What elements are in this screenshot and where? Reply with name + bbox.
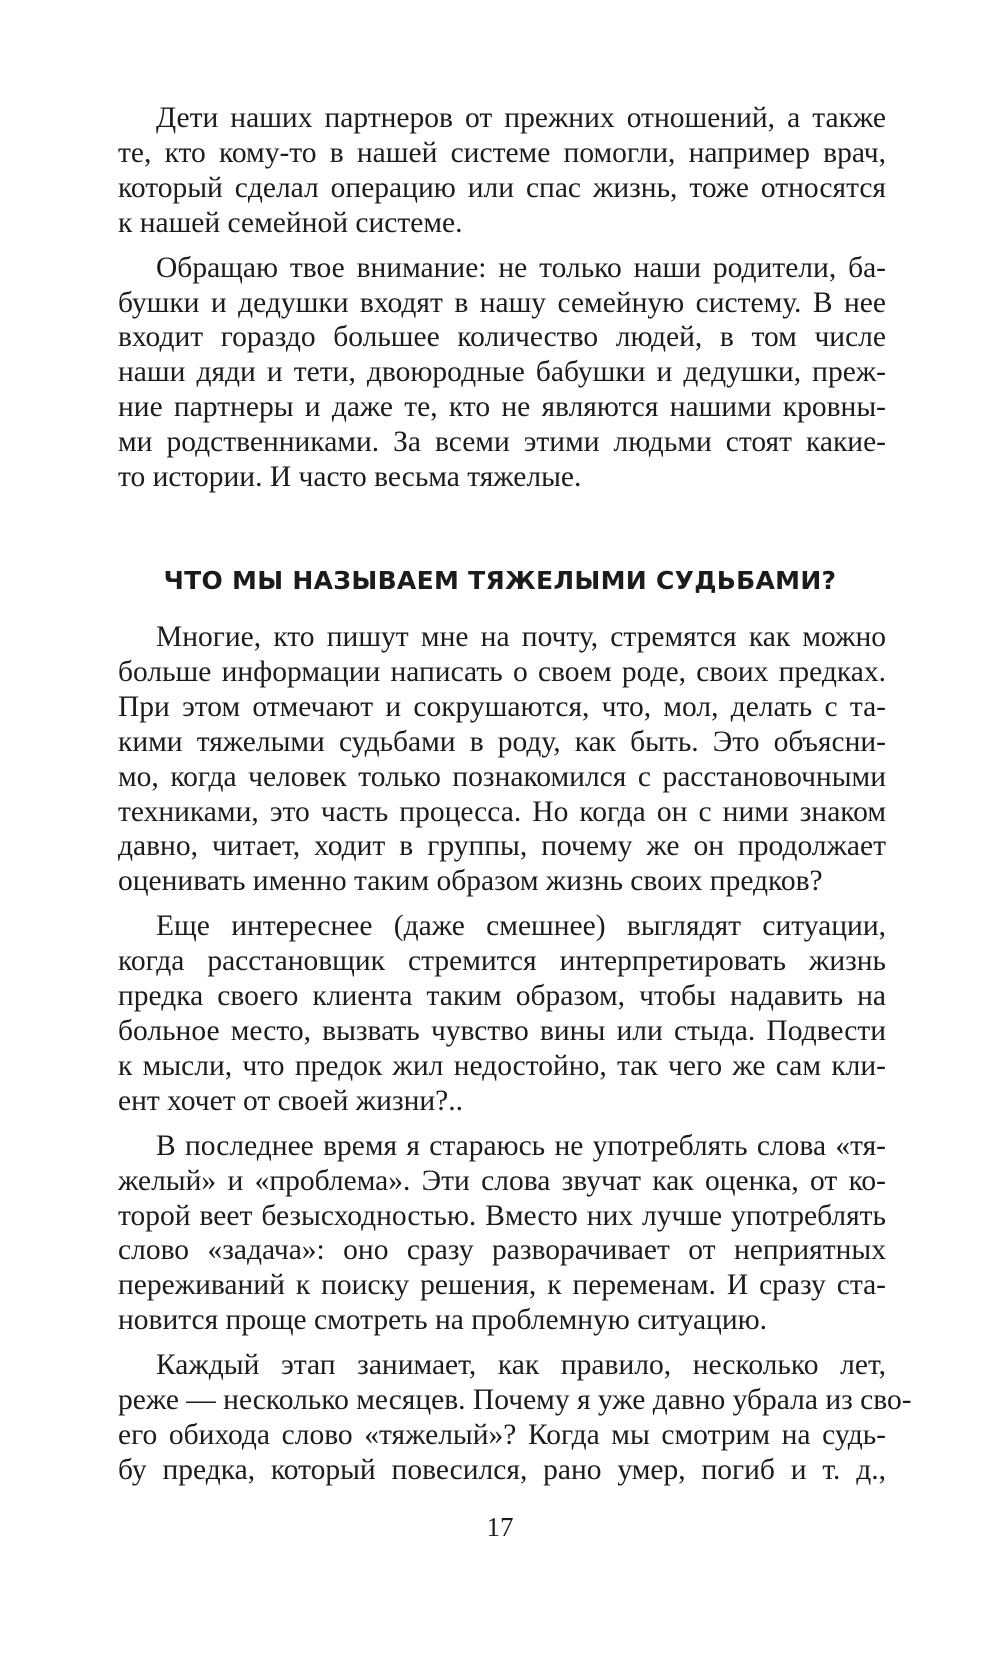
- text-line: наши дяди и тети, двоюродные бабушки и дедушки, преж-: [118, 356, 886, 389]
- text-line: В последнее время я стараюсь не употреблять слова «тя-: [156, 1129, 886, 1162]
- text-line: техниками, это часть процесса. Но когда он с ними знаком: [118, 795, 886, 828]
- text-line: желый» и «проблема». Эти слова звучат как оценка, от ко-: [118, 1164, 886, 1197]
- text-line: Каждый этап занимает, как правило, несколько лет,: [156, 1349, 886, 1382]
- paragraph: [118, 909, 886, 1118]
- text-line: торой веет безысходностью. Вместо них лучше употреблять: [118, 1199, 886, 1232]
- text-line: его обихода слово «тяжелый»? Когда мы смотрим на судь-: [118, 1418, 886, 1451]
- paragraph: [118, 620, 886, 899]
- text-line: переживаний к поиску решения, к переменам. И сразу ста-: [118, 1269, 886, 1302]
- page-number: 17: [486, 1512, 514, 1542]
- text-line: реже — несколько месяцев. Почему я уже давно убрала из сво-: [118, 1384, 912, 1417]
- paragraph: [118, 101, 886, 241]
- text-line: когда расстановщик стремится интерпретировать жизнь: [118, 945, 886, 978]
- text-line: слово «задача»: оно сразу разворачивает от неприятных: [118, 1234, 886, 1267]
- text-line: Дети наших партнеров от прежних отношений, а также: [156, 102, 886, 134]
- text-line: бушки и дедушки входят в нашу семейную систему. В нее: [118, 286, 886, 319]
- paragraph: [118, 1348, 912, 1488]
- text-line: больше информации написать о своем роде, своих предках.: [118, 655, 886, 688]
- text-line: больное место, вызвать чувство вины или стыда. Подвести: [118, 1014, 886, 1047]
- text-line: При этом отмечают и сокрушаются, что, мол, делать с та-: [118, 690, 886, 723]
- text-line: Обращаю твое внимание: не только наши родители, ба-: [156, 251, 886, 284]
- text-line: Многие, кто пишут мне на почту, стремятся как можно: [156, 621, 886, 653]
- text-line: к нашей семейной системе.: [118, 206, 463, 239]
- text-line: то истории. И часто весьма тяжелые.: [118, 461, 582, 494]
- text-line: который сделал операцию или спас жизнь, тоже относятся: [118, 171, 886, 204]
- text-line: кими тяжелыми судьбами в роду, как быть. Это объясни-: [118, 725, 886, 758]
- text-line: ние партнеры и даже те, кто не являются нашими кровны-: [118, 391, 886, 424]
- text-line: входит гораздо большее количество людей, в том числе: [118, 321, 886, 354]
- text-line: Еще интереснее (даже смешнее) выглядят ситуации,: [156, 910, 886, 943]
- section-heading: ЧТО МЫ НАЗЫВАЕМ ТЯЖЕЛЫМИ СУДЬБАМИ?: [163, 566, 837, 595]
- text-line: ми родственниками. За всеми этими людьми стоят какие-: [118, 426, 886, 459]
- text-line: оценивать именно таким образом жизнь своих предков?: [118, 865, 823, 898]
- text-line: бу предка, который повесился, рано умер, погиб и т. д.,: [118, 1453, 886, 1486]
- text-block-main: [118, 620, 912, 1498]
- text-line: к мысли, что предок жил недостойно, так чего же сам кли-: [118, 1049, 886, 1082]
- text-line: предка своего клиента таким образом, чтобы надавить на: [118, 980, 886, 1013]
- text-block-top: [118, 101, 886, 505]
- text-line: мо, когда человек только познакомился с расстановочными: [118, 760, 886, 793]
- text-line: новится проще смотреть на проблемную ситуацию.: [118, 1304, 768, 1337]
- text-line: те, кто кому-то в нашей системе помогли, например врач,: [118, 136, 886, 169]
- paragraph: [118, 1129, 886, 1338]
- paragraph: [118, 251, 886, 495]
- text-line: давно, читает, ходит в группы, почему же он продолжает: [118, 830, 886, 863]
- text-line: ент хочет от своей жизни?..: [118, 1084, 464, 1117]
